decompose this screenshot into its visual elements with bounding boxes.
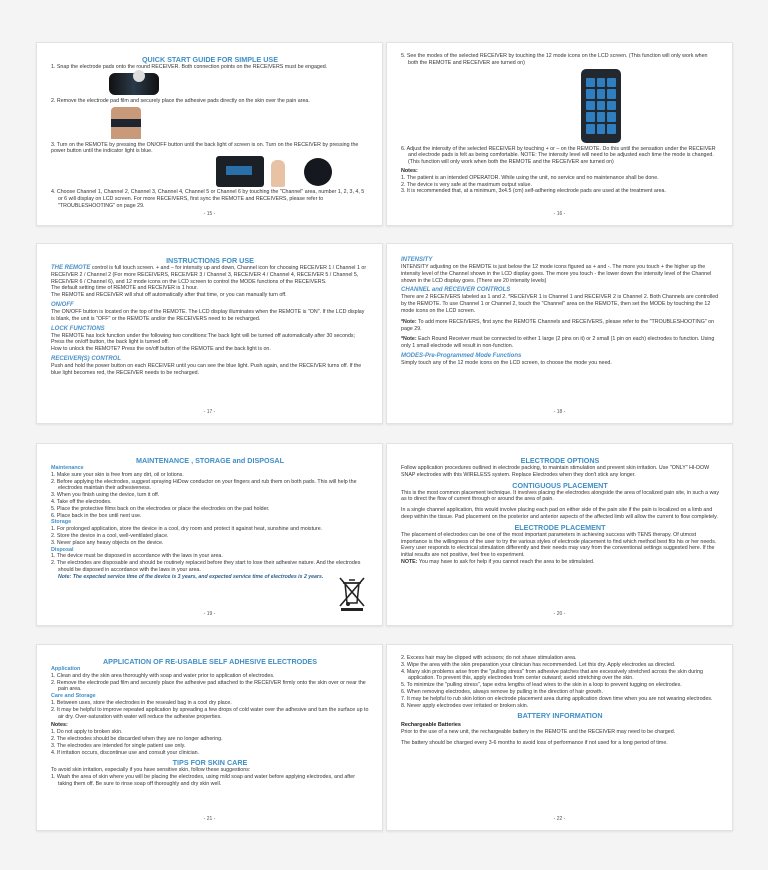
text: TIPS FOR SKIN CARE <box>172 758 248 768</box>
text: Maintenance <box>51 465 84 471</box>
list-item <box>51 673 369 680</box>
text: 5. See the modes of the selected RECEIVER by touching the 12 mode icons on the LCD screen. (This function will only work when both the REMOTE and RECEIVER are turned on) <box>401 53 708 66</box>
text: 6. Adjust the intensity of the selected RECEIVER by touching + or – on the REMOTE. Do this until the sensation under the RECEIVER and electrode pads is felt as being comfortable. NOTE: The intensity level will need to be adjusted each time the mode is changed. (This function will only work when both the REMOTE and the RECEIVER are turned on) <box>401 145 716 166</box>
subsection-heading <box>401 257 719 264</box>
section-heading <box>51 758 369 767</box>
list-item <box>51 560 369 574</box>
list-item <box>51 540 369 547</box>
text: To add more RECEIVERS, first sync the REMOTE Channels and RECEIVERS, please refer to the "TROUBLESHOOTING" on page 29. <box>401 318 715 332</box>
list-item <box>401 53 719 67</box>
text: Push and hold the power button on each RECEIVER until you can see the blue light. Push again, and the RECEIVER turns off. If the blue light becomes red, the RECEIVER needs to be recharged. <box>51 362 362 376</box>
text: Notes: <box>51 722 68 729</box>
page-number: - 21 - <box>203 816 216 822</box>
list-item <box>401 703 719 710</box>
hand-image <box>271 160 285 187</box>
bold-label <box>401 722 719 729</box>
list-item <box>51 472 369 479</box>
text: 2. The electrodes are disposable and should be routinely replaced before they start to lose their adhesive nature. And the electrodes should be disposed in accordance with the laws in your area. <box>51 560 361 573</box>
paragraph <box>401 559 719 566</box>
text: ELECTRODE OPTIONS <box>520 456 600 465</box>
text: ELECTRODE PLACEMENT <box>514 522 606 532</box>
paragraph <box>401 532 719 546</box>
list-item <box>401 146 719 166</box>
text: Prior to the use of a new unit, the rechargeable battery in the REMOTE and the RECEIVER may need to be charged. <box>401 729 676 736</box>
paragraph <box>51 309 369 323</box>
text: Care and Storage <box>51 693 96 700</box>
paragraph <box>51 363 369 377</box>
list-item <box>51 499 369 506</box>
mode-icon <box>586 124 595 134</box>
page-number: - 18 - <box>553 409 566 415</box>
page-21 <box>36 644 383 831</box>
text: CHANNEL and RECEIVER CONTROLS <box>401 287 511 294</box>
paragraph <box>51 285 369 292</box>
text: Each Round Receiver must be connected to either 1 large (2 pins on it) or 2 small (1 pin on each) electrodes to function. Using only 1 small electrode will result in non-function. <box>401 336 715 350</box>
paragraph <box>401 175 719 182</box>
paragraph <box>51 98 369 105</box>
text: The REMOTE has lock function under the following two conditions:The back light will be turned off automatically after 30 seconds; Press the on/off button, the back light is turned off. <box>51 332 356 346</box>
remote-image <box>216 156 264 187</box>
paragraph <box>401 294 719 314</box>
text: 4. Choose Channel 1, Channel 2, Channel 3, Channel 4, Channel 5 or Channel 6 by touching the "Channel" area, number 1, 2, 3, 4, 5 or 6 will display on LCD screen. For more RECEIVERS, first sync the REMOTE and RECEIVERS, please refer to "TROUBLESHOOTING" on page 29. <box>51 189 365 209</box>
text: 1. The patient is an intended OPERATOR. While using the unit, no service and no maintenance shall be done. <box>401 174 659 181</box>
list-item <box>51 743 369 750</box>
mode-icon <box>586 89 595 99</box>
mode-icon <box>586 101 595 111</box>
text: Every user responds to electrical stimulation differently and their needs may vary from the conventional settings suggested here. If the initial results are not positive, feel free to experiment. <box>401 545 715 559</box>
mode-icon <box>607 124 616 134</box>
page-number: - 15 - <box>203 211 216 217</box>
paragraph <box>401 188 719 195</box>
list-item <box>401 662 719 669</box>
mode-icon <box>597 89 606 99</box>
mode-icon <box>597 101 606 111</box>
list-item <box>51 680 369 694</box>
mode-icon <box>607 89 616 99</box>
mode-icon <box>597 124 606 134</box>
list-item <box>401 669 719 683</box>
paragraph <box>51 265 369 285</box>
list-item <box>51 774 369 788</box>
list-item <box>51 513 369 520</box>
text: In a single channel application, this would involve placing each pad on either side of the pain site if the pain is localized on a limb and deep within the tissue. Pad placement on the posterior and anterior aspects of the affected limb will allow the current to flow completely. <box>401 507 718 520</box>
text: QUICK START GUIDE FOR SIMPLE USE <box>141 55 279 64</box>
text: RECEIVER(S) CONTROL <box>51 355 122 362</box>
text: The placement of electrodes can be one of the most important parameters in achieving success with TENS therapy. Of utmost importance is the willingness of the user to try the various styles of electrode placement to find which method best fits his or her needs. <box>401 531 717 545</box>
list-item <box>51 553 369 560</box>
note <box>51 574 369 581</box>
page-22 <box>386 644 733 831</box>
text: 3. Turn on the REMOTE by pressing the ON/OFF button until the back light of screen is on. Turn on the RECEIVER by pressing the power button until the indicator light is blue. <box>51 141 359 155</box>
text: 2. Store the device in a cool, well-ventilated place. <box>51 532 169 539</box>
paragraph <box>51 333 369 347</box>
lead-term: THE REMOTE <box>51 265 91 271</box>
text: 1. Do not apply to broken skin. <box>51 729 123 736</box>
text: INTENSITY adjusting on the REMOTE is just below the 12 mode icons figured as + and -. The more you touch + the higher up the intensity level of the Channel shown in the LCD display goes. The more you touch - the lower down the intensity level of the Channel shown in the LCD display goes. (There are 20 intensity levels) <box>401 264 712 284</box>
paragraph <box>51 767 369 774</box>
receiver-image <box>304 158 332 186</box>
text: 2. The device is very safe at the maximum output value. <box>401 181 532 188</box>
back-image <box>111 107 141 139</box>
text: Follow application procedures outlined in electrode packing, to maintain stimulation and prevent skin irritation. Use "ONLY" HI-DOW SNAP electrodes with this WIRELESS system. Replace Electrodes when they don't stick any longer. <box>401 465 710 478</box>
section-heading <box>51 657 369 666</box>
phone-image <box>581 69 621 143</box>
list-item <box>51 526 369 533</box>
text: MODES-Pre-Programmed Mode Functions <box>401 352 522 359</box>
text: 4. Many skin problems arise from the "pulling stress" from adhesive patches that are excessively stretched across the skin during application. To prevent this, apply electrodes from center outward; avoid stretching over the skin. <box>401 668 703 682</box>
page-20 <box>386 443 733 626</box>
text: 2. It may be helpful to improve repeated application by spreading a few drops of cold water over the adhesive and turn the surface up to air dry. Over-saturation with water will reduce the adhesive properties. <box>51 706 369 720</box>
text: 1. Between uses, store the electrodes in the resealed bag in a cool dry place. <box>51 699 232 706</box>
list-item <box>401 655 719 662</box>
text: 6. Place back in the box until next use. <box>51 512 142 519</box>
crossed-bin-icon <box>339 577 365 611</box>
text: There are 2 RECEIVERS labeled as 1 and 2. *RECEIVER 1 is Channel 1 and RECEIVER 2 is Channel 2. Both Channels are controlled by the REMOTE. To use Channel 1 or Channel 2, touch the "Channel" area on the REMOTE, then set the MODE by touching the 12 mode icons on the LCD screen. <box>401 294 719 314</box>
section-heading <box>401 456 719 465</box>
text: 1. For prolonged application, store the device in a cool, dry room and protect it against heat, sunshine and moisture. <box>51 526 323 533</box>
text: CONTIGUOUS PLACEMENT <box>512 480 608 490</box>
text: 4. Take off the electrodes. <box>51 498 112 505</box>
text: Note: The expected service time of the device is 3 years, and expected service time of electrodes is 2 years. <box>58 573 324 580</box>
text: Simply touch any of the 12 mode icons on the LCD screen, to choose the mode you need. <box>401 359 612 366</box>
subsection-label <box>51 666 369 673</box>
subsection-heading <box>51 326 369 333</box>
list-item <box>51 700 369 707</box>
subsection-label <box>51 465 369 472</box>
text: The battery should be charged every 3-6 months to avoid loss of performance if not used for a long period of time. <box>401 739 668 746</box>
page-number: - 22 - <box>553 816 566 822</box>
list-item <box>401 689 719 696</box>
subsection-label <box>51 693 369 700</box>
text: 3. Never place any heavy objects on the device. <box>51 539 164 546</box>
page-19 <box>36 443 383 626</box>
section-heading <box>401 711 719 720</box>
section-heading <box>51 55 369 64</box>
text: How to unlock the REMOTE? Press the on/off button of the REMOTE and the back light is on. <box>51 346 271 353</box>
text: 4. If irritation occurs, discontinue use and consult your clinician. <box>51 749 200 756</box>
text: The default setting time of REMOTE and RECEIVER is 1 hour. <box>51 285 198 292</box>
list-item <box>51 479 369 493</box>
bold-label <box>51 722 369 729</box>
page-16 <box>386 42 733 226</box>
section-heading <box>51 456 369 465</box>
page-18 <box>386 243 733 424</box>
section-heading <box>51 256 369 265</box>
list-item <box>51 189 369 209</box>
paragraph <box>401 490 719 504</box>
subsection-heading <box>401 287 719 294</box>
section-heading <box>401 481 719 490</box>
text: 7. It may be helpful to rub skin lotion on electrode placement area during application down time when you are not wearing electrodes. <box>401 695 713 702</box>
mode-icon <box>607 112 616 122</box>
mode-icon <box>597 112 606 122</box>
subsection-heading <box>51 302 369 309</box>
paragraph <box>401 507 719 521</box>
text: 2. Excess hair may be clipped with scissors; do not shave stimulation area. <box>401 655 577 661</box>
page-number: - 17 - <box>203 409 216 415</box>
page-number: - 19 - <box>203 611 216 617</box>
text: 1. Make sure your skin is free from any dirt, oil or lotions. <box>51 471 184 478</box>
paragraph <box>401 465 719 479</box>
paragraph <box>51 292 369 299</box>
paragraph <box>51 64 369 71</box>
paragraph <box>401 729 719 736</box>
text: Storage <box>51 519 72 526</box>
bold-label <box>401 168 719 175</box>
text: 8. Never apply electrodes over irritated or broken skin. <box>401 702 529 709</box>
list-item <box>51 729 369 736</box>
paragraph <box>401 336 719 350</box>
text: 3. When you finish using the device, turn it off. <box>51 492 160 499</box>
text: INSTRUCTIONS FOR USE <box>166 256 254 265</box>
text: 1. Wash the area of skin where you will be placing the electrodes, using mild soap and water before applying electrodes, and after taking them off. Be sure to rinse soap off thoroughly and dry skin well. <box>51 774 355 787</box>
page-number: - 16 - <box>553 211 566 217</box>
section-heading <box>401 523 719 532</box>
text: Notes: <box>401 167 418 174</box>
text: 2. The electrodes should be discarded when they are no longer adhering. <box>51 735 223 742</box>
text: APPLICATION OF RE-USABLE SELF ADHESIVE ELECTRODES <box>102 657 318 666</box>
paragraph <box>51 346 369 353</box>
text: 2. Remove the electrode pad film and securely place the adhesive pad attached to the RECEIVER firmly onto the skin over or near the pain area. <box>51 679 366 693</box>
text: MAINTENANCE , STORAGE and DISPOSAL <box>135 456 285 465</box>
text: 2. Before applying the electrodes, suggest spraying HiDow conductor on your fingers and rub them on both pads. This will help the electrodes maintain their adhesiveness. <box>51 478 357 492</box>
list-item <box>51 533 369 540</box>
mode-icon <box>586 112 595 122</box>
paragraph <box>401 264 719 284</box>
list-item <box>51 707 369 721</box>
note-label: *Note: <box>401 336 417 343</box>
paragraph <box>401 319 719 333</box>
text: Rechargeable Batteries <box>401 722 461 729</box>
text: 1. The device must be disposed in accordance with the laws in your area. <box>51 553 223 560</box>
text: 6. When removing electrodes, always remove by pulling in the direction of hair growth. <box>401 688 603 695</box>
subsection-label <box>51 547 369 554</box>
paragraph <box>51 142 369 156</box>
mode-icon <box>607 101 616 111</box>
text: 3. The electrodes are intended for single patient use only. <box>51 742 186 749</box>
note-label: *Note: <box>401 318 417 325</box>
list-item <box>401 696 719 703</box>
list-item <box>51 736 369 743</box>
text: 1. Clean and dry the skin area thoroughly with soap and water prior to application of electrodes. <box>51 672 275 679</box>
text: You may have to ask for help if you cannot reach the area to be stimulated. <box>417 558 595 565</box>
page-15 <box>36 42 383 226</box>
text: 3. It is recommended that, at a minimum, 3x4.5 (cm) self-adhering electrode pads are used at the treatment area. <box>401 188 666 195</box>
text: 5. To minimize the "pulling stress", tape extra lengths of lead wires to the skin in a loop to prevent tugging on electrodes. <box>401 682 682 689</box>
paragraph <box>401 740 719 747</box>
text: This is the most common placement technique. It involves placing the electrodes alongside the area of localized pain site, in such a way as to direct the flow of current through or around the area of pain. <box>401 489 719 503</box>
paragraph <box>401 360 719 367</box>
mode-icon <box>597 78 606 88</box>
subsection-heading <box>401 353 719 360</box>
text: The REMOTE and RECEIVER will shut off automatically after that time, or you can manually turn off. <box>51 292 287 299</box>
text: BATTERY INFORMATION <box>517 711 603 721</box>
text: 2. Remove the electrode pad film and securely place the adhesive pads directly on the skin over the pain area. <box>51 97 310 104</box>
text: ON/OFF <box>51 301 74 308</box>
text: 1. Snap the electrode pads onto the round RECEIVER. Both connection points on the RECEIVERS must be engaged. <box>51 64 328 70</box>
text: Disposal <box>51 546 74 553</box>
subsection-label <box>51 519 369 526</box>
subsection-heading <box>51 356 369 363</box>
text: INTENSITY <box>401 257 433 263</box>
text: LOCK FUNCTIONS <box>51 325 105 332</box>
paragraph <box>401 182 719 189</box>
text: The ON/OFF button is located on the top of the REMOTE. The LCD display illuminates when the REMOTE is "ON". If the LCD display is blank, the unit is "OFF" or the REMOTE and/or the RECEIVERS need to be recharged. <box>51 308 365 322</box>
page-number: - 20 - <box>553 611 566 617</box>
text: Application <box>51 666 81 672</box>
mode-icon <box>607 78 616 88</box>
trio-image <box>216 156 369 187</box>
text: 5. Place the protective films back on the electrodes or place the electrodes on the pad holder. <box>51 505 270 512</box>
list-item <box>51 506 369 513</box>
list-item <box>51 750 369 757</box>
text: 3. Wipe the area with the skin preparation your clinician has recommended. Let this dry. Apply electrodes as directed. <box>401 661 676 668</box>
page-17 <box>36 243 383 424</box>
pad-image <box>109 73 159 95</box>
mode-icon <box>586 78 595 88</box>
list-item <box>51 492 369 499</box>
list-item <box>401 682 719 689</box>
note-label: NOTE: <box>401 558 418 565</box>
paragraph <box>401 545 719 559</box>
text: To avoid skin irritation, especially if you have sensitive skin, follow these suggestions: <box>51 767 251 774</box>
text: control is full touch screen. + and – for intensity up and down, Channel icon for choosing RECEIVER 1 / Channel 1 or RECEIVER 2 / Channel 2 (For more RECEIVERS, RECEIVER 3 / Channel 3, RECEIVER 4 / Channel 4, RECEIVER 5 / Channel 5, RECEIVER 6 / Channel 6), and 12 mode icons on the LCD screen to control the MODE functions of the RECEIVERS. <box>51 265 367 285</box>
